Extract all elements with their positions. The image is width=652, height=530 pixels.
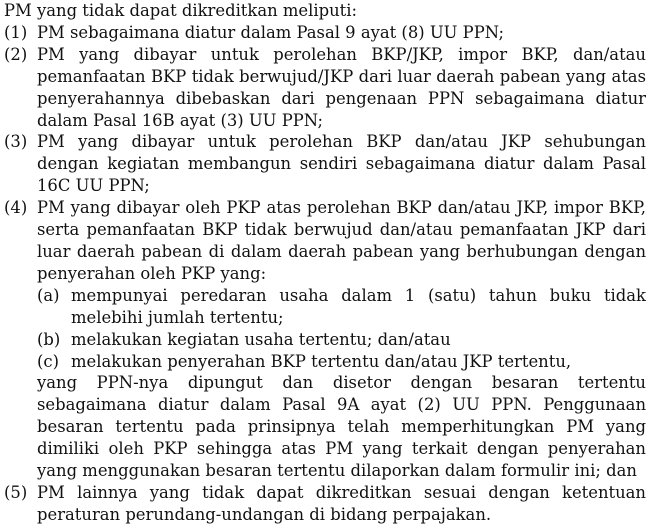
item-text: PM lainnya yang tidak dapat dikreditkan sesuai dengan ketentuan peraturan perundang-undangan di bidang perpajakan. xyxy=(37,482,646,524)
list-item-5 xyxy=(4,482,646,526)
intro-text: PM yang tidak dapat dikreditkan meliputi: xyxy=(4,1,357,20)
sub-item-a xyxy=(37,285,646,329)
list-item-3 xyxy=(4,131,646,197)
sub-item-text: melakukan penyerahan BKP tertentu dan/atau JKP tertentu, xyxy=(71,351,572,371)
sub-item-text: melakukan kegiatan usaha tertentu; dan/atau xyxy=(71,329,451,349)
item-text: PM yang dibayar untuk perolehan BKP dan/atau JKP sehubungan dengan kegiatan membangun sendiri sebagaimana diatur dalam Pasal 16C UU PPN; xyxy=(37,132,646,196)
item-number: (5) xyxy=(4,482,28,502)
sub-item-b xyxy=(37,329,646,351)
sub-item-letter: (c) xyxy=(37,351,59,371)
sub-item-letter: (a) xyxy=(37,285,60,305)
item-number: (3) xyxy=(4,132,28,152)
item-text: PM yang dibayar oleh PKP atas perolehan BKP dan/atau JKP, impor BKP, serta pemanfaatan BKP tidak berwujud dan/atau pemanfaatan JKP dari luar daerah pabean di dalam daerah pabean yang berhubungan dengan penyerahan oleh PKP yang: xyxy=(37,198,646,283)
item-text: PM yang dibayar untuk perolehan BKP/JKP, impor BKP, dan/atau pemanfaatan BKP tidak berwujud/JKP dari luar daerah pabean yang atas penyerahannya dibebaskan dari pengenaan PPN sebagaimana diatur dalam Pasal 16B ayat (3) UU PPN; xyxy=(37,44,646,130)
item-number: (1) xyxy=(4,22,28,42)
item-continuation-text: yang PPN-nya dipungut dan disetor dengan besaran tertentu sebagaimana diatur dalam Pasal 9A ayat (2) UU PPN. Penggunaan besaran tertentu pada prinsipnya telah memperhitungkan PM yang dimiliki oleh PKP sehingga atas PM yang terkait dengan penyerahan yang menggunakan besaran tertentu dilaporkan dalam formulir ini; dan xyxy=(37,373,646,481)
sub-item-c xyxy=(37,351,646,373)
item-number: (4) xyxy=(4,198,28,218)
list-item-4 xyxy=(4,197,646,482)
list-item-1 xyxy=(4,22,646,44)
sub-item-letter: (b) xyxy=(37,329,61,349)
item-text: PM sebagaimana diatur dalam Pasal 9 ayat (8) UU PPN; xyxy=(37,22,505,42)
list-item-2 xyxy=(4,44,646,132)
sub-item-text: mempunyai peredaran usaha dalam 1 (satu) tahun buku tidak melebihi jumlah tertentu; xyxy=(71,285,646,327)
item-number: (2) xyxy=(4,44,28,64)
